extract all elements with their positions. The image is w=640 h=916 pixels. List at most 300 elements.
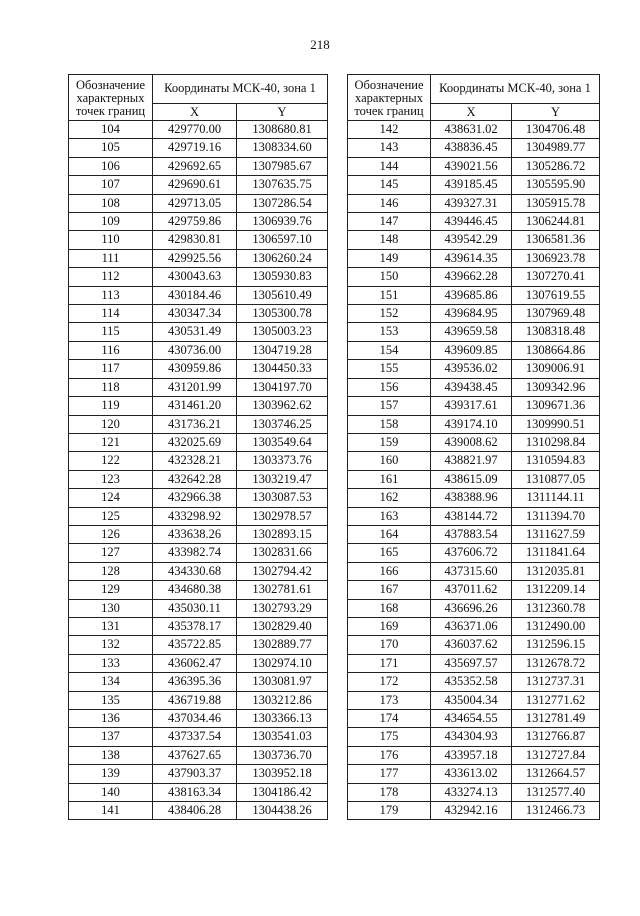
table-row (348, 157, 600, 175)
x-coordinate-cell: 439008.62 (431, 433, 512, 451)
point-number-cell: 112 (69, 268, 153, 286)
y-coordinate-cell: 1306260.24 (237, 249, 328, 267)
y-coordinate-cell: 1304438.26 (237, 802, 328, 820)
point-number-cell: 162 (348, 489, 431, 507)
y-coordinate-cell: 1302831.66 (237, 544, 328, 562)
y-coordinate-cell: 1304197.70 (237, 378, 328, 396)
table-row (69, 691, 328, 709)
table-row (69, 360, 328, 378)
y-coordinate-cell: 1309990.51 (512, 415, 600, 433)
point-number-cell: 150 (348, 268, 431, 286)
point-number-cell: 143 (348, 139, 431, 157)
x-coordinate-cell: 438388.96 (431, 489, 512, 507)
y-coordinate-cell: 1304719.28 (237, 341, 328, 359)
x-coordinate-cell: 437011.62 (431, 581, 512, 599)
y-coordinate-cell: 1312577.40 (512, 783, 600, 801)
x-coordinate-cell: 437903.37 (153, 765, 237, 783)
y-coordinate-cell: 1303952.18 (237, 765, 328, 783)
x-coordinate-cell: 438836.45 (431, 139, 512, 157)
y-coordinate-cell: 1307286.54 (237, 194, 328, 212)
x-coordinate-cell: 439536.02 (431, 360, 512, 378)
table-row (69, 194, 328, 212)
point-number-cell: 133 (69, 654, 153, 672)
point-number-cell: 124 (69, 489, 153, 507)
y-coordinate-cell: 1309671.36 (512, 397, 600, 415)
y-coordinate-cell: 1303962.62 (237, 397, 328, 415)
y-coordinate-cell: 1303541.03 (237, 728, 328, 746)
table-row (348, 728, 600, 746)
point-number-cell: 173 (348, 691, 431, 709)
point-number-cell: 168 (348, 599, 431, 617)
table-row (348, 710, 600, 728)
table-row (69, 286, 328, 304)
x-coordinate-cell: 439317.61 (431, 397, 512, 415)
table-row (348, 231, 600, 249)
point-number-cell: 161 (348, 470, 431, 488)
x-coordinate-cell: 435030.11 (153, 599, 237, 617)
y-coordinate-cell: 1309006.91 (512, 360, 600, 378)
point-number-cell: 107 (69, 176, 153, 194)
y-coordinate-cell: 1306923.78 (512, 249, 600, 267)
y-coordinate-cell: 1312766.87 (512, 728, 600, 746)
y-coordinate-cell: 1302889.77 (237, 636, 328, 654)
y-coordinate-cell: 1312209.14 (512, 581, 600, 599)
x-coordinate-cell: 433982.74 (153, 544, 237, 562)
table-row (348, 121, 600, 139)
table-row (69, 249, 328, 267)
table-row (69, 157, 328, 175)
y-coordinate-cell: 1307619.55 (512, 286, 600, 304)
y-coordinate-cell: 1308664.86 (512, 341, 600, 359)
y-coordinate-cell: 1307635.75 (237, 176, 328, 194)
x-coordinate-cell: 431736.21 (153, 415, 237, 433)
y-coordinate-cell: 1306939.76 (237, 213, 328, 231)
point-number-cell: 163 (348, 507, 431, 525)
y-coordinate-cell: 1311394.70 (512, 507, 600, 525)
table-row (348, 194, 600, 212)
y-coordinate-cell: 1312737.31 (512, 673, 600, 691)
point-number-cell: 146 (348, 194, 431, 212)
x-coordinate-cell: 429925.56 (153, 249, 237, 267)
x-coordinate-cell: 438821.97 (431, 452, 512, 470)
y-coordinate-cell: 1312035.81 (512, 562, 600, 580)
x-coordinate-cell: 429713.05 (153, 194, 237, 212)
point-number-cell: 126 (69, 525, 153, 543)
x-coordinate-cell: 436371.06 (431, 617, 512, 635)
x-coordinate-cell: 439185.45 (431, 176, 512, 194)
y-coordinate-cell: 1302781.61 (237, 581, 328, 599)
y-coordinate-cell: 1312360.78 (512, 599, 600, 617)
table-row (348, 654, 600, 672)
table-row (69, 599, 328, 617)
y-coordinate-cell: 1305610.49 (237, 286, 328, 304)
table-row (69, 415, 328, 433)
x-coordinate-cell: 434654.55 (431, 710, 512, 728)
x-coordinate-cell: 434304.93 (431, 728, 512, 746)
y-coordinate-cell: 1302893.15 (237, 525, 328, 543)
table-row (348, 341, 600, 359)
x-coordinate-cell: 432966.38 (153, 489, 237, 507)
x-coordinate-cell: 438406.28 (153, 802, 237, 820)
table-row (348, 360, 600, 378)
x-coordinate-cell: 435697.57 (431, 654, 512, 672)
y-coordinate-cell: 1304186.42 (237, 783, 328, 801)
point-number-cell: 164 (348, 525, 431, 543)
point-number-cell: 174 (348, 710, 431, 728)
table-row (348, 452, 600, 470)
point-number-cell: 115 (69, 323, 153, 341)
x-coordinate-cell: 439542.29 (431, 231, 512, 249)
point-number-cell: 169 (348, 617, 431, 635)
y-coordinate-cell: 1312596.15 (512, 636, 600, 654)
x-coordinate-cell: 436062.47 (153, 654, 237, 672)
point-number-cell: 144 (348, 157, 431, 175)
x-coordinate-cell: 430347.34 (153, 305, 237, 323)
point-number-cell: 160 (348, 452, 431, 470)
table-row (69, 378, 328, 396)
table-body-right (348, 121, 600, 820)
header-coord-system: Координаты МСК-40, зона 1 (153, 75, 328, 104)
table-row (348, 268, 600, 286)
x-coordinate-cell: 436719.88 (153, 691, 237, 709)
point-number-cell: 135 (69, 691, 153, 709)
point-number-cell: 149 (348, 249, 431, 267)
point-number-cell: 108 (69, 194, 153, 212)
x-coordinate-cell: 437315.60 (431, 562, 512, 580)
point-number-cell: 121 (69, 433, 153, 451)
point-number-cell: 140 (69, 783, 153, 801)
y-coordinate-cell: 1311144.11 (512, 489, 600, 507)
table-row (348, 489, 600, 507)
x-coordinate-cell: 433638.26 (153, 525, 237, 543)
header-designation: Обозначение характерных точек границ (69, 75, 153, 121)
point-number-cell: 104 (69, 121, 153, 139)
x-coordinate-cell: 436696.26 (431, 599, 512, 617)
point-number-cell: 165 (348, 544, 431, 562)
y-coordinate-cell: 1304450.33 (237, 360, 328, 378)
y-coordinate-cell: 1311627.59 (512, 525, 600, 543)
y-coordinate-cell: 1306581.36 (512, 231, 600, 249)
table-row (69, 323, 328, 341)
point-number-cell: 125 (69, 507, 153, 525)
point-number-cell: 166 (348, 562, 431, 580)
y-coordinate-cell: 1312771.62 (512, 691, 600, 709)
table-row (348, 139, 600, 157)
x-coordinate-cell: 438631.02 (431, 121, 512, 139)
y-coordinate-cell: 1305915.78 (512, 194, 600, 212)
x-coordinate-cell: 436037.62 (431, 636, 512, 654)
table-row (69, 544, 328, 562)
y-coordinate-cell: 1312781.49 (512, 710, 600, 728)
x-coordinate-cell: 439685.86 (431, 286, 512, 304)
table-row (69, 213, 328, 231)
point-number-cell: 177 (348, 765, 431, 783)
x-coordinate-cell: 435004.34 (431, 691, 512, 709)
point-number-cell: 114 (69, 305, 153, 323)
header-x: X (153, 104, 237, 121)
point-number-cell: 170 (348, 636, 431, 654)
point-number-cell: 171 (348, 654, 431, 672)
point-number-cell: 128 (69, 562, 153, 580)
table-row (348, 581, 600, 599)
x-coordinate-cell: 439174.10 (431, 415, 512, 433)
table-row (69, 783, 328, 801)
point-number-cell: 159 (348, 433, 431, 451)
x-coordinate-cell: 430959.86 (153, 360, 237, 378)
y-coordinate-cell: 1310594.83 (512, 452, 600, 470)
y-coordinate-cell: 1302794.42 (237, 562, 328, 580)
table-row (348, 397, 600, 415)
y-coordinate-cell: 1305595.90 (512, 176, 600, 194)
point-number-cell: 116 (69, 341, 153, 359)
point-number-cell: 118 (69, 378, 153, 396)
x-coordinate-cell: 430736.00 (153, 341, 237, 359)
point-number-cell: 157 (348, 397, 431, 415)
table-row (348, 213, 600, 231)
table-row (69, 617, 328, 635)
table-row (348, 691, 600, 709)
page-number: 218 (310, 37, 330, 52)
table-row (348, 544, 600, 562)
point-number-cell: 153 (348, 323, 431, 341)
point-number-cell: 158 (348, 415, 431, 433)
y-coordinate-cell: 1303746.25 (237, 415, 328, 433)
x-coordinate-cell: 435352.58 (431, 673, 512, 691)
x-coordinate-cell: 430043.63 (153, 268, 237, 286)
x-coordinate-cell: 429770.00 (153, 121, 237, 139)
header-designation: Обозначение характерных точек границ (348, 75, 431, 121)
x-coordinate-cell: 429692.65 (153, 157, 237, 175)
y-coordinate-cell: 1303736.70 (237, 746, 328, 764)
x-coordinate-cell: 436395.36 (153, 673, 237, 691)
table-row (348, 433, 600, 451)
x-coordinate-cell: 437627.65 (153, 746, 237, 764)
table-row (348, 765, 600, 783)
table-row (69, 802, 328, 820)
table-row (348, 470, 600, 488)
x-coordinate-cell: 438144.72 (431, 507, 512, 525)
y-coordinate-cell: 1312664.57 (512, 765, 600, 783)
table-row (69, 433, 328, 451)
point-number-cell: 141 (69, 802, 153, 820)
y-coordinate-cell: 1302829.40 (237, 617, 328, 635)
point-number-cell: 136 (69, 710, 153, 728)
point-number-cell: 113 (69, 286, 153, 304)
table-row (348, 636, 600, 654)
table-row (69, 305, 328, 323)
table-row (69, 765, 328, 783)
point-number-cell: 137 (69, 728, 153, 746)
table-row (348, 617, 600, 635)
y-coordinate-cell: 1311841.64 (512, 544, 600, 562)
y-coordinate-cell: 1305300.78 (237, 305, 328, 323)
table-row (69, 121, 328, 139)
x-coordinate-cell: 437034.46 (153, 710, 237, 728)
header-y: Y (512, 104, 600, 121)
y-coordinate-cell: 1302793.29 (237, 599, 328, 617)
point-number-cell: 122 (69, 452, 153, 470)
x-coordinate-cell: 438163.34 (153, 783, 237, 801)
y-coordinate-cell: 1312490.00 (512, 617, 600, 635)
x-coordinate-cell: 432025.69 (153, 433, 237, 451)
x-coordinate-cell: 433274.13 (431, 783, 512, 801)
table-row (69, 231, 328, 249)
y-coordinate-cell: 1303373.76 (237, 452, 328, 470)
x-coordinate-cell: 439684.95 (431, 305, 512, 323)
header-x: X (431, 104, 512, 121)
point-number-cell: 154 (348, 341, 431, 359)
point-number-cell: 152 (348, 305, 431, 323)
table-row (69, 507, 328, 525)
point-number-cell: 179 (348, 802, 431, 820)
table-row (348, 562, 600, 580)
table-row (348, 176, 600, 194)
y-coordinate-cell: 1302978.57 (237, 507, 328, 525)
table-row (69, 562, 328, 580)
y-coordinate-cell: 1306597.10 (237, 231, 328, 249)
point-number-cell: 167 (348, 581, 431, 599)
point-number-cell: 151 (348, 286, 431, 304)
point-number-cell: 176 (348, 746, 431, 764)
y-coordinate-cell: 1302974.10 (237, 654, 328, 672)
table-row (348, 415, 600, 433)
table-row (348, 378, 600, 396)
point-number-cell: 123 (69, 470, 153, 488)
table-body-left (69, 121, 328, 820)
point-number-cell: 129 (69, 581, 153, 599)
x-coordinate-cell: 439662.28 (431, 268, 512, 286)
point-number-cell: 178 (348, 783, 431, 801)
table-row (69, 728, 328, 746)
table-row (69, 673, 328, 691)
point-number-cell: 105 (69, 139, 153, 157)
y-coordinate-cell: 1304989.77 (512, 139, 600, 157)
y-coordinate-cell: 1305003.23 (237, 323, 328, 341)
x-coordinate-cell: 429759.86 (153, 213, 237, 231)
point-number-cell: 106 (69, 157, 153, 175)
point-number-cell: 147 (348, 213, 431, 231)
coordinates-table-left (68, 74, 328, 820)
x-coordinate-cell: 437606.72 (431, 544, 512, 562)
x-coordinate-cell: 434330.68 (153, 562, 237, 580)
y-coordinate-cell: 1305286.72 (512, 157, 600, 175)
table-row (69, 489, 328, 507)
y-coordinate-cell: 1308680.81 (237, 121, 328, 139)
coordinates-table-right (347, 74, 600, 820)
x-coordinate-cell: 439327.31 (431, 194, 512, 212)
x-coordinate-cell: 439446.45 (431, 213, 512, 231)
point-number-cell: 142 (348, 121, 431, 139)
table-row (69, 636, 328, 654)
x-coordinate-cell: 432328.21 (153, 452, 237, 470)
y-coordinate-cell: 1305930.83 (237, 268, 328, 286)
x-coordinate-cell: 432942.16 (431, 802, 512, 820)
y-coordinate-cell: 1312466.73 (512, 802, 600, 820)
y-coordinate-cell: 1306244.81 (512, 213, 600, 231)
y-coordinate-cell: 1308318.48 (512, 323, 600, 341)
y-coordinate-cell: 1309342.96 (512, 378, 600, 396)
point-number-cell: 110 (69, 231, 153, 249)
y-coordinate-cell: 1303212.86 (237, 691, 328, 709)
table-row (69, 470, 328, 488)
y-coordinate-cell: 1307969.48 (512, 305, 600, 323)
x-coordinate-cell: 439021.56 (431, 157, 512, 175)
x-coordinate-cell: 435378.17 (153, 617, 237, 635)
y-coordinate-cell: 1303549.64 (237, 433, 328, 451)
table-row (348, 783, 600, 801)
x-coordinate-cell: 433613.02 (431, 765, 512, 783)
point-number-cell: 109 (69, 213, 153, 231)
x-coordinate-cell: 429690.61 (153, 176, 237, 194)
table-row (348, 249, 600, 267)
point-number-cell: 130 (69, 599, 153, 617)
point-number-cell: 120 (69, 415, 153, 433)
table-row (69, 397, 328, 415)
x-coordinate-cell: 430531.49 (153, 323, 237, 341)
point-number-cell: 145 (348, 176, 431, 194)
point-number-cell: 155 (348, 360, 431, 378)
table-row (69, 268, 328, 286)
table-row (69, 452, 328, 470)
x-coordinate-cell: 437883.54 (431, 525, 512, 543)
x-coordinate-cell: 433957.18 (431, 746, 512, 764)
x-coordinate-cell: 430184.46 (153, 286, 237, 304)
x-coordinate-cell: 438615.09 (431, 470, 512, 488)
y-coordinate-cell: 1304706.48 (512, 121, 600, 139)
x-coordinate-cell: 439438.45 (431, 378, 512, 396)
point-number-cell: 127 (69, 544, 153, 562)
y-coordinate-cell: 1303219.47 (237, 470, 328, 488)
y-coordinate-cell: 1312678.72 (512, 654, 600, 672)
point-number-cell: 156 (348, 378, 431, 396)
y-coordinate-cell: 1303366.13 (237, 710, 328, 728)
x-coordinate-cell: 431461.20 (153, 397, 237, 415)
table-row (348, 673, 600, 691)
table-row (69, 139, 328, 157)
point-number-cell: 172 (348, 673, 431, 691)
table-row (348, 525, 600, 543)
x-coordinate-cell: 435722.85 (153, 636, 237, 654)
table-row (69, 525, 328, 543)
table-row (348, 507, 600, 525)
y-coordinate-cell: 1310877.05 (512, 470, 600, 488)
x-coordinate-cell: 429719.16 (153, 139, 237, 157)
y-coordinate-cell: 1303087.53 (237, 489, 328, 507)
y-coordinate-cell: 1303081.97 (237, 673, 328, 691)
y-coordinate-cell: 1310298.84 (512, 433, 600, 451)
table-row (348, 746, 600, 764)
point-number-cell: 131 (69, 617, 153, 635)
table-row (348, 286, 600, 304)
table-row (69, 581, 328, 599)
point-number-cell: 119 (69, 397, 153, 415)
table-row (69, 710, 328, 728)
x-coordinate-cell: 439609.85 (431, 341, 512, 359)
point-number-cell: 111 (69, 249, 153, 267)
header-y: Y (237, 104, 328, 121)
header-coord-system: Координаты МСК-40, зона 1 (431, 75, 600, 104)
y-coordinate-cell: 1307985.67 (237, 157, 328, 175)
point-number-cell: 139 (69, 765, 153, 783)
x-coordinate-cell: 437337.54 (153, 728, 237, 746)
x-coordinate-cell: 439659.58 (431, 323, 512, 341)
table-row (348, 599, 600, 617)
table-row (69, 654, 328, 672)
point-number-cell: 175 (348, 728, 431, 746)
point-number-cell: 148 (348, 231, 431, 249)
table-row (69, 341, 328, 359)
point-number-cell: 132 (69, 636, 153, 654)
